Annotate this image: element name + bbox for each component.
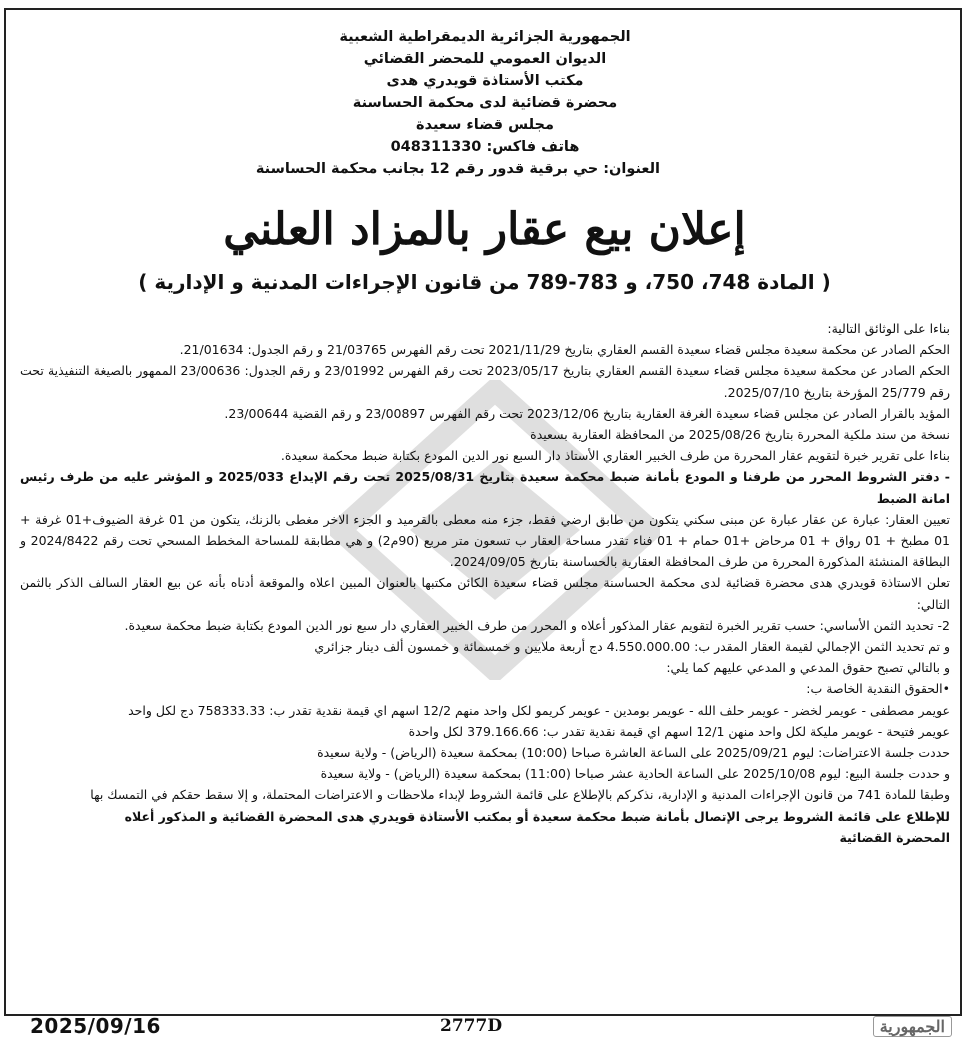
body-paragraph: الحكم الصادر عن محكمة سعيدة مجلس قضاء سعيدة القسم العقاري بتاريخ 2021/11/29 تحت رقم الفهرس 21/03765 و رقم الجدول: 21/01634. [179, 342, 950, 358]
objections-hearing: حددت جلسة الاعتراضات: ليوم 2025/09/21 على الساعة العاشرة صباحا (10:00) بمحكمة سعيدة (الرياض) - ولاية سعيدة [317, 745, 950, 761]
header-line-address: العنوان: حي برقية قدور رقم 12 بجانب محكمة الحساسنة [255, 161, 660, 177]
body-paragraph: المؤيد بالقرار الصادر عن مجلس قضاء سعيدة الغرفة العقارية بتاريخ 2023/12/06 تحت رقم الفهرس 23/00897 و رقم القضية 23/00644. [224, 405, 950, 421]
contact-paragraph: للإطلاع على قائمة الشروط يرجى الإتصال بأمانة ضبط محكمة سعيدة أو بمكتب الأستاذة قويدري هدى المحضرة القضائية و المذكور أعلاه [124, 808, 950, 824]
body-paragraph: نسخة من سند ملكية المحررة بتاريخ 2025/08/26 من المحافظة العقارية بسعيدة [530, 427, 950, 443]
ad-code: 2777D [440, 1016, 503, 1036]
notice-body [20, 318, 950, 848]
footer [10, 1014, 960, 1042]
sale-hearing: و حددت جلسة البيع: ليوم 2025/10/08 على الساعة الحادية عشر صباحا (11:00) بمحكمة سعيدة (الرياض) - ولاية سعيدة [320, 766, 950, 782]
body-paragraph: و بالتالي تصبح حقوق المدعي و المدعي عليهم كما يلي: [666, 660, 950, 676]
total-price-paragraph: و تم تحديد الثمن الإجمالي لقيمة العقار المقدر ب: 4.550.000.00 دج أربعة ملايين و خمسمائة و خمسون ألف دينار جزائري [314, 639, 950, 655]
body-paragraph: •الحقوق النقدية الخاصة ب: [806, 681, 950, 697]
body-paragraph: الحكم الصادر عن محكمة سعيدة مجلس قضاء سعيدة القسم العقاري بتاريخ 2023/05/17 تحت رقم الفهرس 23/01992 و رقم الجدول: 23/00636 الممهور بالصيغة التنفيذية تحت رقم 25/779 المؤرخة بتاريخ 2025/07/10. [20, 363, 950, 400]
notice-title: إعلان بيع عقار بالمزاد العلني [223, 204, 746, 255]
body-paragraph: بناءا على تقرير خبرة لتقويم عقار المحررة من طرف الخبير العقاري الأستاذ دار السبع نور الدين المودع بكتابة ضبط محكمة سعيدة. [280, 448, 950, 464]
issuer-header [255, 26, 660, 180]
signature-label: المحضرة القضائية [839, 829, 950, 845]
header-line-office: الديوان العمومي للمحضر القضائي [363, 51, 607, 67]
heirs-shares-paragraph: عويمر فتيحة - عويمر مليكة لكل واحد منهن 12/1 اسهم اي قيمة نقدية تقدر ب: 379.166.66 لكل واحدة [408, 723, 950, 739]
base-price-paragraph: 2- تحديد الثمن الأساسي: حسب تقرير الخبرة لتقويم عقار المذكور أعلاه و المحرر من طرف الخبير العقاري دار سبع نور الدين المودع بكتابة ضبط محكمة سعيدة. [124, 617, 950, 633]
property-description: تعيين العقار: عبارة عن عقار عبارة عن مبنى سكني يتكون من طابق ارضي فقط، جزء منه معطى بالقرميد و الجزء الاخر مغطى بالزنك، يتكون من 01 غرفة الضيوف+01 غرفة + 01 مطبخ + 01 رواق + 01 مرحاض +01 حمام + 01 فناء تقدر مساحة العقار ب تسعون متر مربع (90م2) و هي مطابقة للمساحة المخطط المسحي تحت رقم 2024/8422 و البطاقة المنشئة المذكورة المحررة من طرف المحافظة العقارية بالحساسنة بتاريخ 2024/09/05. [20, 511, 951, 570]
notice-subtitle: ( المادة 748، 750، و 783-789 من قانون الإجراءات المدنية و الإدارية ) [138, 270, 831, 294]
header-line-phone: هاتف فاكس: 048311330 [390, 139, 580, 155]
publication-date: 2025/09/16 [30, 1014, 161, 1038]
publication-logo: الجمهورية [873, 1016, 952, 1037]
body-paragraph: وطبقا للمادة 741 من قانون الإجراءات المدنية و الإدارية، نذكركم بالإطلاع على قائمة الشروط لإبداء ملاحظات و الاعتراضات المحتملة، و إلا سقط حقكم في التمسك بها [90, 787, 950, 803]
body-paragraph: تعلن الاستاذة قويدري هدى محضرة قضائية لدى محكمة الحساسنة مجلس قضاء سعيدة الكائن مكتبها بالعنوان المبين اعلاه والموقعة أدناه بأنه عن بيع العقار السالف الذكر بالثمن التالي: [20, 575, 950, 612]
body-paragraph: بناءا على الوثائق التالية: [827, 321, 950, 336]
header-line-bailiff: مكتب الأستاذة قويدري هدى [386, 73, 584, 89]
header-line-republic: الجمهورية الجزائرية الديمقراطية الشعبية [339, 29, 631, 45]
header-line-court: محضرة قضائية لدى محكمة الحساسنة [352, 95, 618, 111]
heirs-shares-paragraph: عويمر مصطفى - عويمر لخضر - عويمر حلف الله - عويمر بومدين - عويمر كريمو لكل واحد منهم 12/2 اسهم اي قيمة نقدية تقدر ب: 758333.33 دج لكل واحد [128, 702, 950, 718]
body-paragraph: - دفتر الشروط المحرر من طرفنا و المودع بأمانة ضبط محكمة سعيدة بتاريخ 2025/08/31 تحت رقم الإيداع 2025/033 و المؤشر عليه من طرف رئيس امانة الضبط [20, 469, 950, 506]
header-line-council: مجلس قضاء سعيدة [416, 117, 554, 133]
